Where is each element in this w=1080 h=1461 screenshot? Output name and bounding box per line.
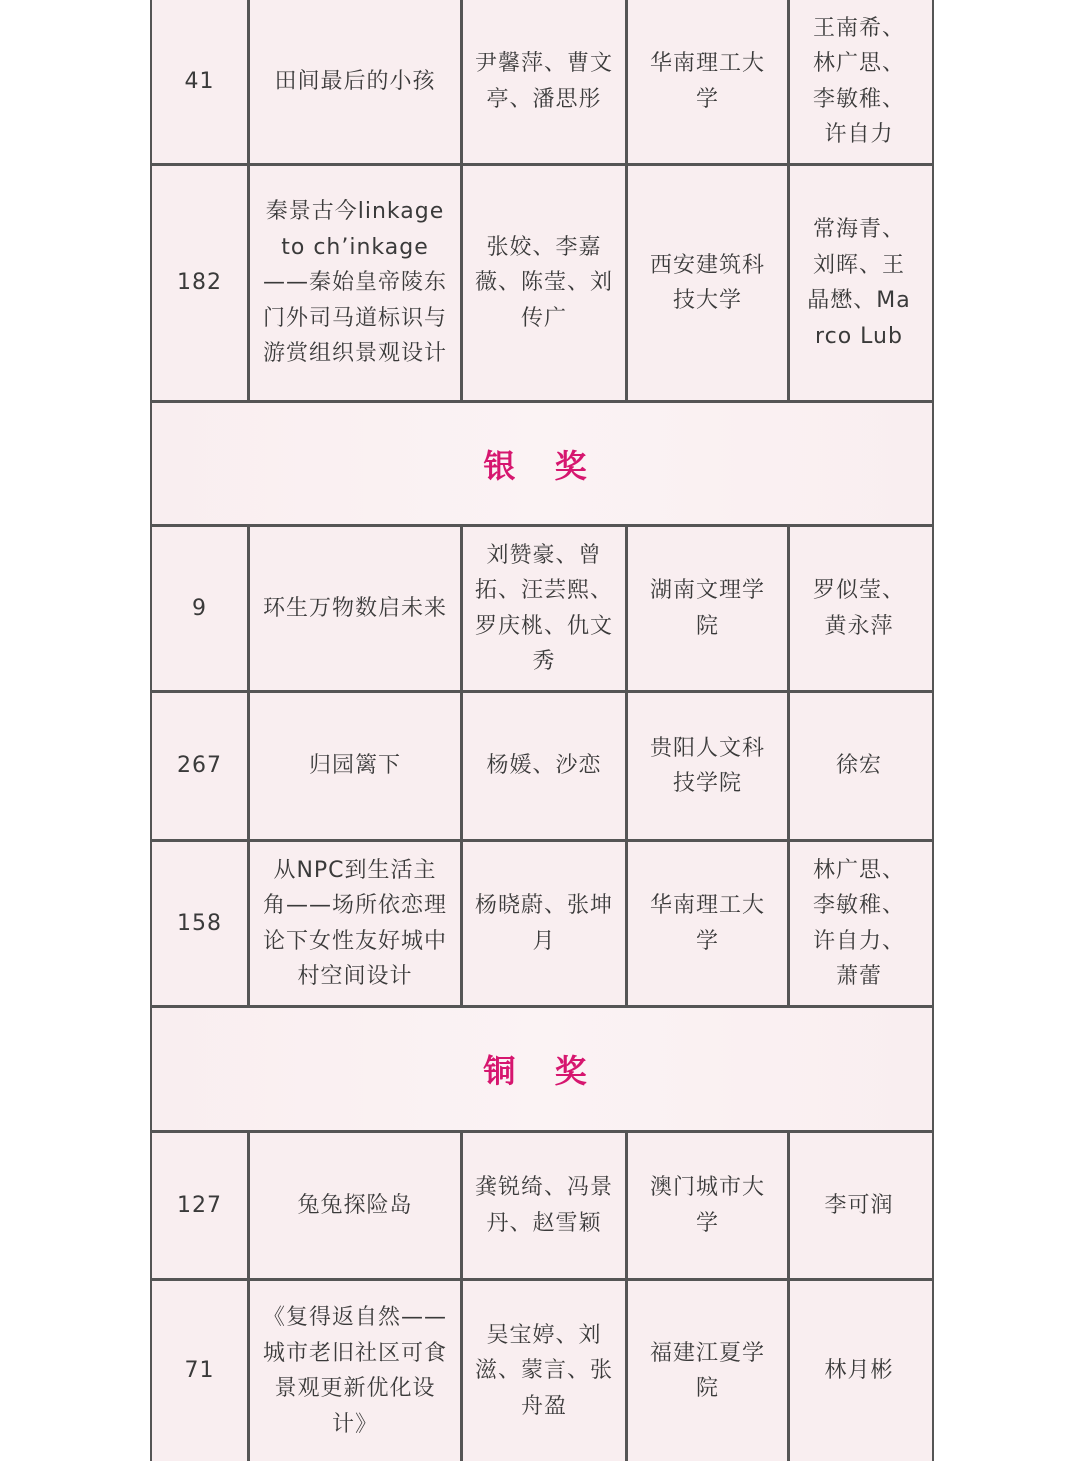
advisors: 林月彬 xyxy=(824,1358,894,1384)
table-row xyxy=(152,166,932,403)
award-table xyxy=(150,0,934,1461)
team-members: 杨晓蔚、张坤月 xyxy=(463,842,628,1005)
project-title: 环生万物数启未来 xyxy=(250,527,463,690)
entry-number: 71 xyxy=(152,1281,250,1461)
table-row xyxy=(152,842,932,1008)
project-title: 《复得返自然——城市老旧社区可食景观更新优化设计》 xyxy=(250,1281,463,1461)
project-title: 秦景古今linkage to ch’inkage——秦始皇帝陵东门外司马道标识与游赏组织景观设计 xyxy=(250,166,463,400)
table-row xyxy=(152,1133,932,1281)
advisors: 常海青、刘晖、王晶懋、Marco Lub xyxy=(807,217,911,349)
team-members: 刘赞豪、曾拓、汪芸熙、罗庆桃、仇文秀 xyxy=(463,527,628,690)
entry-number: 267 xyxy=(152,693,250,839)
school-name: 华南理工大学 xyxy=(628,842,790,1005)
school-name: 贵阳人文科技学院 xyxy=(628,693,790,839)
section-heading-silver: 银 奖 xyxy=(152,403,932,527)
advisors: 罗似莹、黄永萍 xyxy=(812,578,905,639)
table-row xyxy=(152,1281,932,1461)
entry-number: 182 xyxy=(152,166,250,400)
team-members: 张姣、李嘉薇、陈莹、刘传广 xyxy=(463,166,628,400)
entry-number: 127 xyxy=(152,1133,250,1278)
team-members: 龚锐绮、冯景丹、赵雪颖 xyxy=(463,1133,628,1278)
school-name: 湖南文理学院 xyxy=(628,527,790,690)
school-name: 华南理工大学 xyxy=(628,0,790,163)
section-heading-bronze: 铜 奖 xyxy=(152,1008,932,1133)
school-name: 西安建筑科技大学 xyxy=(628,166,790,400)
table-row xyxy=(152,527,932,693)
advisors: 李可润 xyxy=(824,1192,894,1218)
team-members: 吴宝婷、刘滋、蒙言、张舟盈 xyxy=(463,1281,628,1461)
team-members: 杨媛、沙恋 xyxy=(463,693,628,839)
school-name: 福建江夏学院 xyxy=(628,1281,790,1461)
advisors: 徐宏 xyxy=(835,753,882,779)
entry-number: 158 xyxy=(152,842,250,1005)
project-title: 归园篱下 xyxy=(250,693,463,839)
team-members: 尹馨萍、曹文亭、潘思彤 xyxy=(463,0,628,163)
table-row xyxy=(152,0,932,166)
advisors: 王南希、林广思、李敏稚、许自力 xyxy=(812,15,905,147)
school-name: 澳门城市大学 xyxy=(628,1133,790,1278)
project-title: 从NPC到生活主角——场所依恋理论下女性友好城中村空间设计 xyxy=(250,842,463,1005)
entry-number: 9 xyxy=(152,527,250,690)
project-title: 田间最后的小孩 xyxy=(250,0,463,163)
advisors: 林广思、李敏稚、许自力、萧蕾 xyxy=(812,857,905,989)
entry-number: 41 xyxy=(152,0,250,163)
project-title: 兔兔探险岛 xyxy=(250,1133,463,1278)
table-row xyxy=(152,693,932,842)
